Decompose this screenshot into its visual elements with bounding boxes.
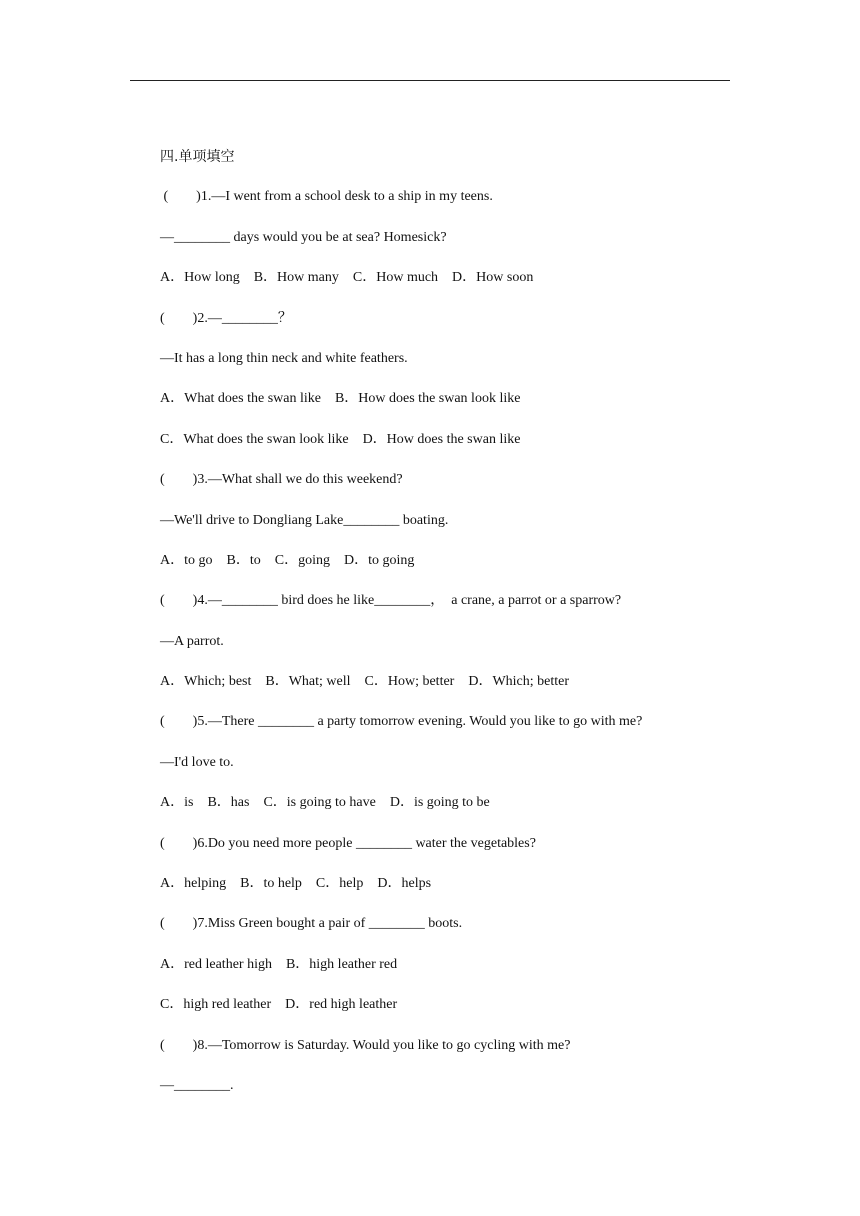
question-3-reply: —We'll drive to Dongliang Lake________ boating.	[160, 512, 449, 528]
question-5-reply: —I'd love to.	[160, 754, 234, 770]
header-rule	[130, 80, 730, 81]
section-title: 四.单项填空	[160, 149, 235, 165]
question-7-options-ab: A．red leather high B．high leather red	[160, 956, 398, 972]
question-8-reply: —________.	[160, 1077, 234, 1093]
question-4-reply: —A parrot.	[160, 633, 224, 649]
question-5-stem: ( )5.—There ________ a party tomorrow evening. Would you like to go with me?	[160, 714, 643, 730]
question-3-stem: ( )3.—What shall we do this weekend?	[160, 472, 403, 488]
question-7-stem: ( )7.Miss Green bought a pair of ________ boots.	[160, 916, 463, 932]
question-8-stem: ( )8.—Tomorrow is Saturday. Would you like to go cycling with me?	[160, 1037, 571, 1053]
question-4-stem: ( )4.—________ bird does he like________， a crane, a parrot or a sparrow?	[160, 593, 622, 609]
question-1-options: A．How long B．How many C．How much D．How soon	[160, 270, 534, 286]
question-1-reply: —________ days would you be at sea? Homesick?	[160, 229, 447, 245]
question-2-options-ab: A．What does the swan like B．How does the swan look like	[160, 391, 521, 407]
question-2-stem: ( )2.—________？	[160, 310, 292, 326]
question-2-reply: —It has a long thin neck and white feathers.	[160, 350, 408, 366]
exercise-body	[160, 146, 720, 1115]
question-6-stem: ( )6.Do you need more people ________ water the vegetables?	[160, 835, 536, 851]
question-7-options-cd: C．high red leather D．red high leather	[160, 997, 398, 1013]
question-5-options: A．is B．has C．is going to have D．is going to be	[160, 795, 490, 811]
question-2-options-cd: C．What does the swan look like D．How does the swan like	[160, 431, 521, 447]
question-6-options: A．helping B．to help C．help D．helps	[160, 876, 432, 892]
question-3-options: A．to go B．to C．going D．to going	[160, 552, 415, 568]
question-1-stem: ( )1.—I went from a school desk to a ship in my teens.	[160, 189, 493, 205]
question-4-options: A．Which; best B．What; well C．How; better D．Which; better	[160, 674, 570, 690]
